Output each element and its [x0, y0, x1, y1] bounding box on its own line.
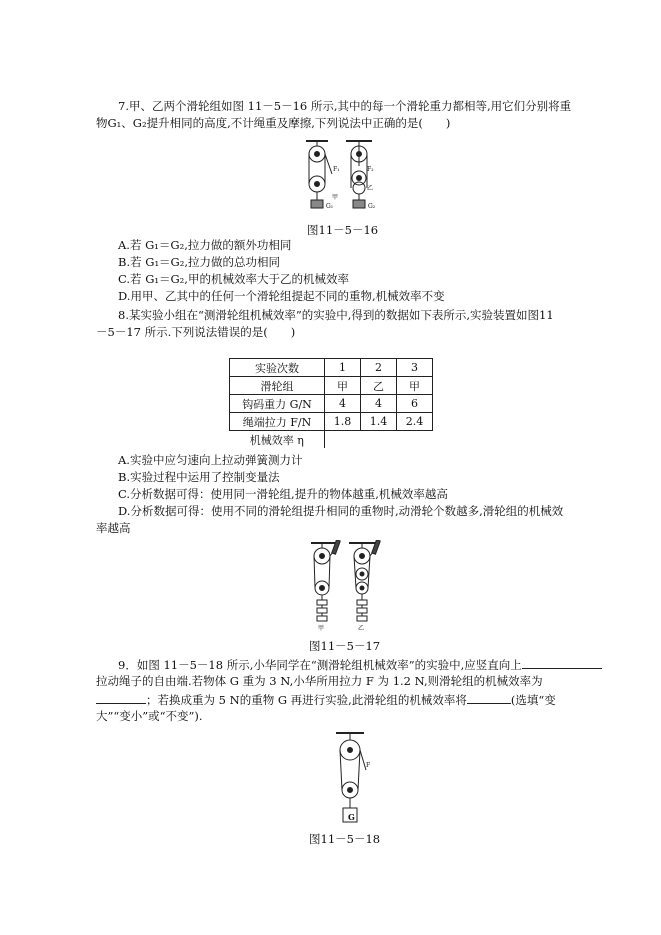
table-cell: 1.4: [361, 413, 397, 431]
table-cell: 1.8: [325, 413, 361, 431]
table-cell: 甲: [325, 377, 361, 395]
q8-option-a: A.实验中应匀速向上拉动弹簧测力计: [118, 453, 303, 467]
table-cell: 2.4: [397, 413, 433, 431]
q7-option-c: C.若 G₁＝G₂,甲的机械效率大于乙的机械效率: [118, 272, 349, 286]
table-cell: 乙: [361, 377, 397, 395]
table-cell: 机械效率 η: [230, 431, 325, 449]
q8-option-b: B.实验过程中运用了控制变量法: [118, 470, 280, 484]
q7-stem-line2: 物G₁、G₂提升相同的高度,不计绳重及摩擦,下列说法中正确的是( ): [96, 116, 451, 130]
q9-line3-text-b: (选填“变: [510, 693, 556, 707]
answer-blank-efficiency[interactable]: [96, 692, 146, 704]
fig18-label-f: F: [366, 762, 371, 769]
fig-label-f1: F₁: [333, 166, 340, 173]
table-cell: 实验次数: [230, 359, 325, 377]
q8-option-c: C.分析数据可得：使用同一滑轮组,提升的物体越重,机械效率越高: [118, 487, 448, 501]
q8-option-d-line1: D.分析数据可得：使用不同的滑轮组提升相同的重物时,动滑轮个数越多,滑轮组的机械效: [118, 504, 564, 518]
table-cell: 6: [397, 395, 433, 413]
q9-line1: [118, 657, 602, 673]
table-cell: 4: [325, 395, 361, 413]
fig-label-jia: 甲: [332, 194, 339, 201]
q9-line2: 拉动绳子的自由端.若物体 G 重为 3 N,小华所用拉力 F 为 1.2 N,则滑轮组的机械效率为: [96, 674, 543, 688]
q9-line3-text-a: ；若换成重为 5 N的重物 G 再进行实验,此滑轮组的机械效率将: [146, 693, 467, 707]
table-row: [230, 377, 433, 395]
q8-stem-line1: 8.某实验小组在“测滑轮组机械效率”的实验中,得到的数据如下表所示,实验装置如图11: [118, 308, 554, 322]
q7-stem-line1: 7.甲、乙两个滑轮组如图 11－5－16 所示,其中的每一个滑轮重力都相等,用它们分别将重: [118, 99, 572, 113]
table-cell: 钩码重力 G/N: [230, 395, 325, 413]
q9-line4: 大”“变小”或“不变”).: [96, 709, 203, 723]
fig-label-yi: 乙: [367, 185, 374, 192]
q9-line3: [96, 692, 556, 708]
table-header-row: [230, 359, 433, 377]
table-cell: [325, 431, 361, 449]
table-cell: 甲: [397, 377, 433, 395]
answer-blank-change[interactable]: [467, 692, 511, 704]
table-cell: 滑轮组: [230, 377, 325, 395]
table-cell: 2: [361, 359, 397, 377]
figure-11-5-17: [305, 540, 385, 632]
figure-caption-11-5-18: 图11－5－18: [309, 832, 381, 846]
figure-caption-11-5-17: 图11－5－17: [309, 639, 381, 653]
fig18-label-g: G: [348, 812, 355, 822]
q7-option-d: D.用甲、乙其中的任何一个滑轮组提起不同的重物,机械效率不变: [118, 289, 445, 303]
answer-blank-direction[interactable]: [522, 657, 602, 669]
fig17-label-yi: 乙: [358, 625, 365, 632]
fig17-label-jia: 甲: [318, 625, 325, 632]
table-row: [230, 395, 433, 413]
table-cell: 绳端拉力 F/N: [230, 413, 325, 431]
table-cell: 1: [325, 359, 361, 377]
experiment-data-table: [229, 358, 433, 448]
table-cell: 3: [397, 359, 433, 377]
table-cell: 4: [361, 395, 397, 413]
q7-option-a: A.若 G₁＝G₂,拉力做的额外功相同: [118, 238, 292, 252]
table-row: [230, 413, 433, 431]
q9-line1-text: 9．如图 11－5－18 所示,小华同学在“测滑轮组机械效率”的实验中,应竖直向上: [118, 658, 522, 672]
table-cell: [397, 431, 433, 449]
table-row: [230, 431, 433, 449]
q8-stem-line2: －5－17 所示.下列说法错误的是( ): [96, 325, 296, 339]
figure-caption-11-5-16: 图11－5－16: [307, 223, 379, 237]
fig-label-f2: F₂: [367, 166, 374, 173]
table-cell: [361, 431, 397, 449]
fig-label-g1: G₁: [326, 203, 334, 210]
q8-option-d-line2: 率越高: [96, 521, 131, 535]
fig-label-g2: G₂: [368, 203, 376, 210]
q7-option-b: B.若 G₁＝G₂,拉力做的总功相同: [118, 255, 281, 269]
